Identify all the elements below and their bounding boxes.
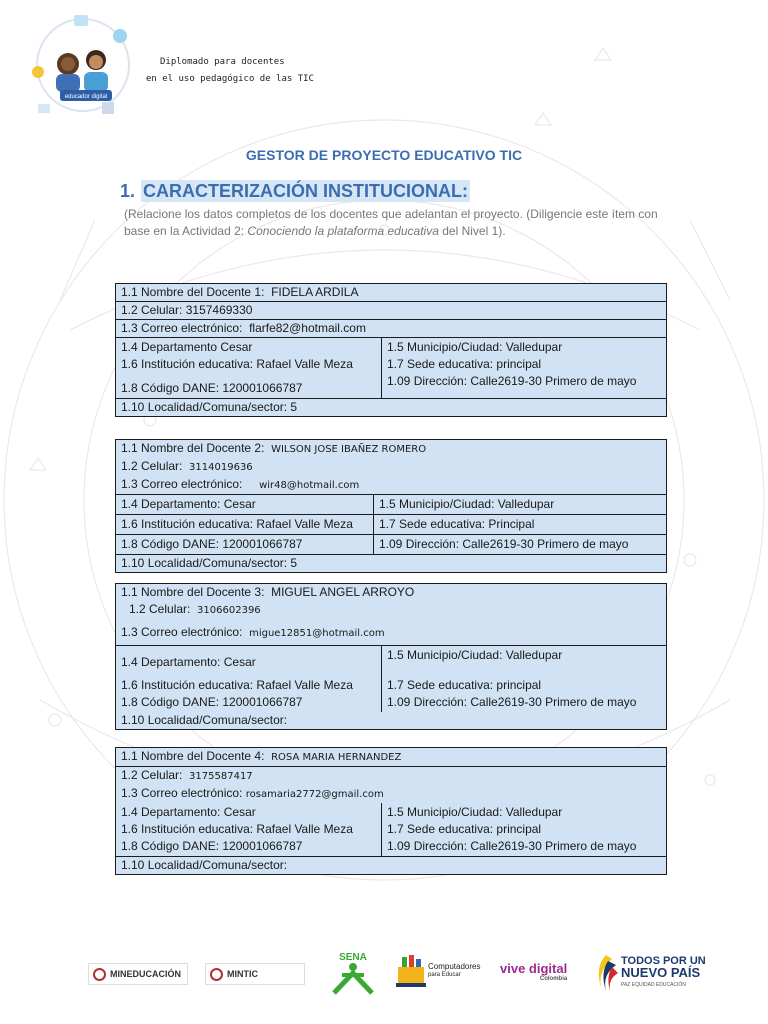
email-label: 1.3 Correo electrónico: bbox=[121, 786, 243, 800]
campus: 1.7 Sede educativa: principal bbox=[387, 357, 542, 371]
phone-value: 3175587417 bbox=[189, 771, 253, 782]
mineducacion-text: MINEDUCACIÓN bbox=[110, 969, 181, 979]
locality-row: 1.10 Localidad/Comuna/sector: 5 bbox=[121, 400, 298, 414]
email-row bbox=[116, 476, 666, 495]
municipality: 1.5 Municipio/Ciudad: Valledupar bbox=[387, 340, 563, 354]
teacher-name: WILSON JOSE IBAÑEZ ROMERO bbox=[271, 444, 427, 455]
phone-label: 1.2 Celular: bbox=[121, 459, 183, 473]
sena-icon bbox=[330, 949, 376, 995]
email-value: rosamaria2772@gmail.com bbox=[245, 789, 384, 800]
teacher-name: MIGUEL ANGEL ARROYO bbox=[271, 585, 415, 599]
mintic-text: MINTIC bbox=[227, 969, 258, 979]
department: 1.4 Departamento Cesar bbox=[121, 340, 253, 354]
name-label: 1.1 Nombre del Docente 3: bbox=[121, 585, 265, 599]
phone-row bbox=[116, 601, 666, 619]
email-label: 1.3 Correo electrónico: bbox=[121, 477, 243, 491]
vive-digital-text: vive digital bbox=[500, 961, 568, 976]
email-label: 1.3 Correo electrónico: bbox=[121, 625, 243, 639]
dane-code: 1.8 Código DANE: 120001066787 bbox=[121, 537, 303, 551]
institution: 1.6 Institución educativa: Rafael Valle Meza bbox=[121, 678, 353, 692]
department: 1.4 Departamento: Cesar bbox=[121, 805, 256, 819]
details-grid bbox=[116, 646, 666, 712]
instructions-text-a: (Relacione los datos completos de los docentes que adelantan el proyecto. (Diligencie este ítem con base en la Actividad 2: bbox=[124, 207, 658, 238]
phone-label: 1.2 Celular: bbox=[121, 768, 183, 782]
educador-digital-logo bbox=[18, 10, 148, 120]
computadores-para-educar-logo bbox=[396, 953, 480, 989]
teacher-card-1 bbox=[115, 283, 667, 417]
department: 1.4 Departamento: Cesar bbox=[121, 497, 256, 511]
name-label: 1.1 Nombre del Docente 2: bbox=[121, 441, 265, 455]
teacher-card-2 bbox=[115, 439, 667, 573]
logo-badge-text: educador digital bbox=[64, 94, 108, 100]
address: 1.09 Dirección: Calle2619-30 Primero de mayo bbox=[387, 695, 637, 709]
details-grid bbox=[116, 338, 666, 399]
municipality: 1.5 Municipio/Ciudad: Valledupar bbox=[387, 648, 563, 662]
email-row bbox=[116, 785, 666, 803]
partner-logos-footer bbox=[0, 945, 768, 1005]
details-grid-row-2 bbox=[116, 515, 666, 535]
name-label: 1.1 Nombre del Docente 1: bbox=[121, 285, 265, 299]
email-row bbox=[116, 619, 666, 646]
address: 1.09 Dirección: Calle2619-30 Primero de mayo bbox=[387, 374, 637, 388]
phone-value: 3106602396 bbox=[197, 605, 261, 616]
teacher-name-row bbox=[116, 440, 666, 458]
sena-text: SENA bbox=[339, 952, 367, 963]
email-row bbox=[116, 320, 666, 338]
mintic-logo bbox=[205, 963, 305, 985]
campus: 1.7 Sede educativa: principal bbox=[387, 822, 542, 836]
todos-flag-icon bbox=[592, 953, 618, 993]
details-grid-row-3 bbox=[116, 535, 666, 555]
phone-label: 1.2 Celular: bbox=[129, 602, 191, 616]
diplomado-caption bbox=[146, 54, 314, 88]
campus: 1.7 Sede educativa: principal bbox=[387, 678, 542, 692]
address: 1.09 Dirección: Calle2619-30 Primero de mayo bbox=[387, 839, 637, 853]
phone-label: 1.2 Celular: bbox=[121, 303, 183, 317]
locality-row: 1.10 Localidad/Comuna/sector: bbox=[121, 858, 288, 872]
todos-text-2: NUEVO PAÍS bbox=[621, 965, 701, 980]
colombia-seal-icon bbox=[93, 968, 106, 981]
institution: 1.6 Institución educativa: Rafael Valle Meza bbox=[121, 517, 353, 531]
phone-value: 3114019636 bbox=[189, 462, 253, 473]
teacher-name: FIDELA ARDILA bbox=[271, 285, 359, 299]
dane-code: 1.8 Código DANE: 120001066787 bbox=[121, 695, 303, 709]
dane-code: 1.8 Código DANE: 120001066787 bbox=[121, 839, 303, 853]
vive-digital-country: Colombia bbox=[539, 976, 568, 982]
locality-row: 1.10 Localidad/Comuna/sector: bbox=[121, 713, 288, 727]
todos-por-un-nuevo-pais-logo bbox=[592, 953, 706, 993]
teacher-name-row bbox=[116, 584, 666, 601]
diplomado-line-1: Diplomado para docentes bbox=[160, 57, 285, 67]
locality-row: 1.10 Localidad/Comuna/sector: 5 bbox=[121, 556, 298, 570]
todos-text-3: PAZ EQUIDAD EDUCACIÓN bbox=[621, 982, 686, 988]
email-value: flarfe82@hotmail.com bbox=[249, 321, 366, 335]
phone-row bbox=[116, 458, 666, 476]
vive-digital-logo bbox=[500, 963, 567, 985]
phone-value: 3157469330 bbox=[185, 303, 253, 317]
institution: 1.6 Institución educativa: Rafael Valle Meza bbox=[121, 822, 353, 836]
details-grid bbox=[116, 495, 666, 515]
colombia-seal-icon bbox=[210, 968, 223, 981]
email-label: 1.3 Correo electrónico: bbox=[121, 321, 243, 335]
department: 1.4 Departamento: Cesar bbox=[121, 655, 256, 669]
phone-row bbox=[116, 302, 666, 320]
computadores-text: Computadores bbox=[428, 962, 481, 971]
diplomado-line-2: en el uso pedagógico de las TIC bbox=[146, 74, 314, 84]
teacher-name-row bbox=[116, 748, 666, 767]
section-title: CARACTERIZACIÓN INSTITUCIONAL: bbox=[143, 181, 468, 201]
instructions-text-b: del Nivel 1). bbox=[438, 224, 506, 238]
instructions-italic: Conociendo la plataforma educativa bbox=[247, 224, 439, 238]
campus: 1.7 Sede educativa: Principal bbox=[379, 517, 535, 531]
mineducacion-logo bbox=[88, 963, 188, 985]
email-value: wir48@hotmail.com bbox=[259, 480, 360, 491]
phone-row bbox=[116, 767, 666, 785]
municipality: 1.5 Municipio/Ciudad: Valledupar bbox=[387, 805, 563, 819]
details-grid bbox=[116, 803, 666, 857]
teacher-card-3 bbox=[115, 583, 667, 730]
para-educar-text: para Educar bbox=[428, 972, 461, 978]
address: 1.09 Dirección: Calle2619-30 Primero de mayo bbox=[379, 537, 629, 551]
sena-logo bbox=[330, 949, 376, 995]
dane-code: 1.8 Código DANE: 120001066787 bbox=[121, 381, 303, 395]
computadores-icon bbox=[396, 953, 426, 989]
page-title: GESTOR DE PROYECTO EDUCATIVO TIC bbox=[245, 147, 523, 163]
section-instructions bbox=[124, 206, 664, 240]
municipality: 1.5 Municipio/Ciudad: Valledupar bbox=[379, 497, 555, 511]
teacher-name-row bbox=[116, 284, 666, 302]
email-value: migue12851@hotmail.com bbox=[249, 628, 385, 639]
todos-text-1: TODOS POR UN bbox=[621, 955, 706, 967]
name-label: 1.1 Nombre del Docente 4: bbox=[121, 749, 265, 763]
institution: 1.6 Institución educativa: Rafael Valle Meza bbox=[121, 357, 353, 371]
teacher-card-4 bbox=[115, 747, 667, 875]
section-number: 1. bbox=[120, 181, 136, 201]
teacher-name: ROSA MARIA HERNANDEZ bbox=[271, 752, 402, 763]
section-heading bbox=[120, 181, 470, 202]
